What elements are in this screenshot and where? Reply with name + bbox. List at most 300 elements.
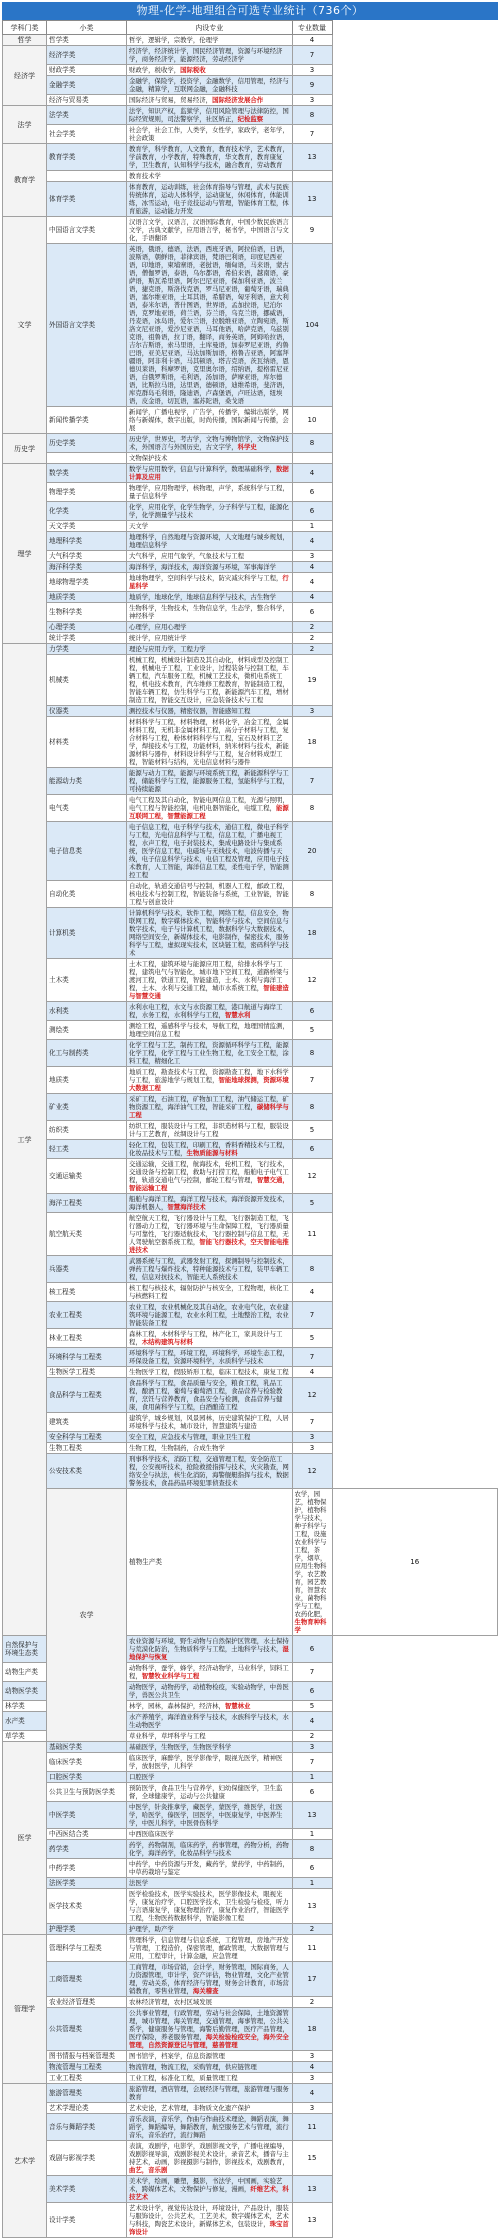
table-row — [3, 2062, 498, 2073]
subclass-cell: 林学类 — [3, 1701, 47, 1712]
majors-text: 食品科学与工程，食品质量与安全，粮食工程，乳品工程，酿酒工程，葡萄与葡萄酒工程，食品营养与检验教育，烹饪与营养教育，食品安全与检测，食品营养与健康，食用菌科学与工程，白酒酿造工程 — [129, 1379, 283, 1411]
majors-text: 测控技术与仪器，精密仪器，智能感知工程 — [129, 707, 251, 715]
count-cell: 13 — [292, 1802, 332, 1829]
majors-cell — [127, 1878, 293, 1889]
majors-text: 动物医学，动物药学，动植物检疫，实验动物学，中兽医学，兽医公共卫生 — [129, 1683, 289, 1699]
count-cell: 5 — [292, 1329, 332, 1348]
table-row — [3, 1140, 498, 1159]
subclass-cell: 中国语言文学类 — [47, 217, 127, 244]
majors-text: 基础医学，生物医学，生物医学科学 — [129, 1743, 232, 1751]
subclass-cell: 经济学类 — [47, 46, 127, 65]
majors-text: 刑事科学技术，消防工程，交通管理工程，安全防范工程，公安视听技术，抢险救援指挥与技术，火灾勘查，网络安全与执法，核生化消防，海警舰艇指挥与技术，数据警务技术，食品药品环境犯罪侦查技术 — [129, 1455, 289, 1487]
subclass-cell: 护理学类 — [47, 1924, 127, 1935]
majors-cell — [127, 1413, 293, 1432]
count-cell: 6 — [292, 1783, 332, 1802]
table-row — [3, 2051, 498, 2062]
count-cell: 4 — [292, 1712, 332, 1731]
table-row — [3, 908, 498, 959]
table-row — [3, 217, 498, 244]
majors-text: 武器系统与工程，武器发射工程，探测制导与控制技术，弹药工程与爆炸技术，特种能源技术与工程，装甲车辆工程，信息对抗技术，智能无人系统技术 — [129, 1257, 289, 1281]
table-row — [3, 1213, 498, 1256]
majors-text: 艺术史论，艺术管理，非物质文化遗产保护 — [129, 2104, 251, 2112]
majors-cell — [127, 1802, 293, 1829]
table-row — [3, 125, 498, 144]
majors-cell — [127, 1283, 293, 1302]
count-cell: 1 — [292, 521, 332, 532]
majors-cell — [127, 1924, 293, 1935]
count-cell: 13 — [292, 2203, 332, 2238]
subclass-cell: 法学类 — [47, 106, 127, 125]
count-cell: 3 — [292, 1443, 332, 1454]
count-cell: 6 — [292, 483, 332, 502]
majors-cell — [127, 1840, 293, 1859]
majors-text: 地质学，地球化学，地球信息科学与技术，古生物学 — [129, 593, 276, 601]
subclass-cell: 核工程类 — [47, 1283, 127, 1302]
count-cell: 2 — [292, 1924, 332, 1935]
new-major-highlight: 碳储科学与工程 — [129, 1103, 289, 1119]
majors-cell — [127, 1935, 293, 1962]
subclass-cell: 生物科学类 — [47, 603, 127, 622]
new-major-highlight: 珠宝首饰设计 — [129, 2220, 289, 2236]
majors-cell — [127, 125, 293, 144]
majors-cell — [127, 1094, 293, 1121]
subclass-cell: 中西医结合类 — [47, 1829, 127, 1840]
category-cell: 农学 — [47, 1489, 127, 1742]
subclass-cell: 航空航天类 — [47, 1213, 127, 1256]
subclass-cell: 植物生产类 — [127, 1489, 293, 1636]
category-cell: 工学 — [3, 644, 47, 1636]
majors-text: 测绘工程，遥感科学与技术，导航工程，地理国情监测，地理空间信息工程 — [129, 1022, 289, 1038]
majors-text: 理论与应用力学，工程力学 — [129, 645, 206, 653]
count-cell: 7 — [292, 1413, 332, 1432]
count-cell: 5 — [292, 1021, 332, 1040]
table-row — [3, 655, 498, 706]
table-row — [3, 2203, 498, 2238]
new-major-highlight: 生物育种科学 — [294, 1618, 327, 1634]
table-row — [3, 464, 498, 483]
count-cell: 7 — [292, 125, 332, 144]
majors-text: 农林经济管理，农村区域发展 — [129, 1998, 213, 2006]
majors-cell — [127, 1783, 293, 1802]
category-cell: 管理学 — [3, 1935, 47, 2084]
subclass-cell: 能源动力类 — [47, 768, 127, 795]
majors-text: 药学，药物制剂，临床药学，药事管理，药物分析，药物化学，海洋药学，化妆品科学与技术 — [129, 1841, 289, 1857]
new-major-highlight: 湿地保护与恢复 — [129, 1645, 289, 1661]
count-cell: 3 — [292, 95, 332, 106]
table-row — [3, 1329, 498, 1348]
count-cell: 18 — [292, 908, 332, 959]
header-majors: 内设专业 — [127, 21, 293, 35]
subclass-cell: 新闻传播学类 — [47, 407, 127, 434]
count-cell: 13 — [292, 2176, 332, 2203]
majors-cell — [127, 1067, 293, 1094]
subclass-cell: 中医学类 — [47, 1802, 127, 1829]
count-cell: 12 — [292, 1159, 332, 1194]
majors-text: 法医学 — [129, 1879, 149, 1887]
subclass-cell: 兵器类 — [47, 1256, 127, 1283]
subclass-cell: 计算机类 — [47, 908, 127, 959]
majors-text: 安全工程，应急技术与管理，职业卫生工程 — [129, 1433, 251, 1441]
subclass-cell: 旅游管理类 — [47, 2084, 127, 2103]
count-cell: 7 — [292, 1753, 332, 1772]
majors-text: 能源与动力工程，能源与环境系统工程，新能源科学与工程，储能科学与工程，能源服务工程，氢能科学与工程，可持续能源 — [129, 769, 289, 793]
subclass-cell: 水利类 — [47, 1002, 127, 1021]
new-major-highlight: 木结构建筑与材料 — [141, 1338, 193, 1346]
subclass-cell: 财政学类 — [47, 65, 127, 76]
table-row — [3, 1378, 498, 1413]
majors-text: 统计学，应用统计学 — [129, 634, 187, 642]
table-row — [3, 144, 498, 171]
count-cell: 10 — [292, 407, 332, 434]
table-row — [3, 1413, 498, 1432]
table-row — [3, 1159, 498, 1194]
majors-cell — [127, 1121, 293, 1140]
subclass-cell: 土木类 — [47, 959, 127, 1002]
majors-text: 国际经济与贸易，贸易经济， — [129, 96, 213, 104]
new-major-highlight: 智慧海洋技术 — [167, 1203, 206, 1211]
count-cell: 20 — [292, 822, 332, 881]
category-cell: 文学 — [3, 217, 47, 434]
table-row — [3, 1753, 498, 1772]
majors-text: 医学检验技术，医学实验技术，医学影像技术，眼视光学，康复治疗学，口腔医学技术，卫生检验与检疫，听力与言语康复学，康复物理治疗，康复作业治疗，智能医学工程，生物医药数据科学，智能影像工程 — [129, 1890, 289, 1922]
subclass-cell: 草学类 — [3, 1731, 47, 1742]
subclass-cell: 外国语言文学类 — [47, 244, 127, 407]
subclass-cell: 海洋工程类 — [47, 1194, 127, 1213]
majors-text: 化学工程与工艺，制药工程，资源循环科学与工程，能源化学工程，化学工程与工业生物工程，化工安全工程，涂料工程，精细化工 — [129, 1041, 289, 1065]
table-row — [3, 1067, 498, 1094]
header-row — [3, 21, 498, 35]
new-major-highlight: 纤维艺术，科技艺术 — [129, 2185, 289, 2201]
table-row — [3, 1742, 498, 1753]
new-major-highlight: 行星科学 — [129, 574, 289, 590]
count-cell: 4 — [292, 592, 332, 603]
majors-text: 农学，园艺，植物保护，植物科学与技术，种子科学与工程，设施农业科学与工程，茶学，烟草，应用生物科学，农艺教育，园艺教育，智慧农业，菌物科学与工程，农药化肥， — [294, 1490, 327, 1618]
subclass-cell: 安全科学与工程类 — [47, 1432, 127, 1443]
table-row — [3, 1094, 498, 1121]
majors-text: 化学，应用化学，化学生物学，分子科学与工程，能源化学，化学测量学与技术 — [129, 503, 289, 519]
majors-text: 教育技术学 — [129, 172, 161, 180]
subclass-cell: 社会学类 — [47, 125, 127, 144]
count-cell: 13 — [292, 144, 332, 171]
majors-cell — [127, 562, 293, 573]
count-cell: 7 — [292, 1663, 332, 1682]
table-row — [3, 717, 498, 768]
count-cell: 16 — [332, 1489, 498, 1636]
subclass-cell: 音乐与舞蹈学类 — [47, 2114, 127, 2141]
majors-text: 自动化，轨道交通信号与控制，机器人工程，邮政工程，核电技术与控制工程，智能装备与系统，工业智能，智能工程与创意设计 — [129, 882, 289, 906]
table-row — [3, 106, 498, 125]
count-cell — [292, 453, 332, 464]
majors-text: 材料科学与工程，材料物理，材料化学，冶金工程，金属材料工程，无机非金属材料工程，高分子材料与工程，复合材料与工程，粉体材料科学与工程，宝石及材料工艺学，焊接技术与工程，功能材料，纳米材料与技术，新能源材料与器件，材料设计科学与工程，复合材料成型工程，智能材料与结构，光电信息材料与器件 — [129, 718, 289, 766]
new-major-highlight: 智慧牧业科学与工程 — [141, 1672, 200, 1680]
count-cell: 4 — [292, 562, 332, 573]
count-cell: 8 — [292, 1040, 332, 1067]
count-cell: 2 — [292, 633, 332, 644]
table-row — [3, 1002, 498, 1021]
subclass-cell: 数学类 — [47, 464, 127, 483]
new-major-highlight: 国际税收 — [180, 66, 206, 74]
subclass-cell: 管理科学与工程类 — [47, 1935, 127, 1962]
count-cell: 7 — [292, 1067, 332, 1094]
table-row — [3, 2084, 498, 2103]
majors-cell — [127, 1302, 293, 1329]
table-row — [3, 1829, 498, 1840]
majors-cell — [127, 244, 293, 407]
majors-cell — [127, 1378, 293, 1413]
majors-cell — [127, 1859, 293, 1878]
new-major-highlight: 纪检监察 — [237, 115, 264, 123]
majors-text: 音乐表演，音乐学，作曲与作曲技术理论，舞蹈表演，舞蹈学，舞蹈编导，舞蹈教育，航空服务艺术与管理，流行音乐，音乐治疗，流行舞蹈 — [129, 2115, 289, 2139]
table-row — [3, 1962, 498, 1997]
majors-cell — [127, 2203, 293, 2238]
majors-cell — [127, 768, 293, 795]
table-row — [3, 2141, 498, 2176]
new-major-highlight: 海关稽查 — [192, 1987, 219, 1995]
count-cell: 11 — [292, 1213, 332, 1256]
majors-cell — [127, 2103, 293, 2114]
majors-text: 心理学，应用心理学 — [129, 623, 187, 631]
count-cell: 9 — [292, 76, 332, 95]
table-row — [3, 1432, 498, 1443]
majors-cell — [127, 532, 293, 551]
category-cell: 医学 — [3, 1742, 47, 1935]
majors-text: 公共事业管理，行政管理，劳动与社会保障，土地资源管理，城市管理，海关管理，交通管理，海事管理，公共关系学，健康服务与管理，海警后勤管理，医疗产品管理，医疗保险，养老服务管理， — [129, 2009, 289, 2041]
subclass-cell: 戏剧与影视学类 — [47, 2141, 127, 2176]
majors-text: 预防医学，食品卫生与营养学，妇幼保健医学，卫生监督，全球健康学，运动与公共健康 — [129, 1784, 283, 1800]
majors-cell — [127, 1829, 293, 1840]
subclass-cell: 物流管理与工程类 — [47, 2062, 127, 2073]
count-cell: 3 — [292, 551, 332, 562]
count-cell: 12 — [292, 1454, 332, 1489]
majors-text: 工商管理，市场营销，会计学，财务管理，国际商务，人力资源管理，审计学，资产评估，物业管理，文化产业管理，劳动关系，体育经济与管理，财务会计教育，市场营销教育，零售业管理， — [129, 1963, 289, 1995]
majors-text: 电气工程及其自动化，智能电网信息工程，光源与照明，电气工程与智能控制，电机电器智能化，电缆工程， — [129, 796, 289, 812]
majors-text: 轻化工程，包装工程，印刷工程，香料香精技术与工程，化妆品技术与工程， — [129, 1141, 289, 1157]
majors-text: 财政学，税收学， — [129, 66, 181, 74]
table-row — [3, 2114, 498, 2141]
new-major-highlight: 智能地球探测，资源环境大数据工程 — [129, 1076, 289, 1092]
majors-cell — [127, 1772, 293, 1783]
table-row — [3, 35, 498, 46]
majors-cell — [127, 2062, 293, 2073]
subclass-cell: 基础医学类 — [47, 1742, 127, 1753]
subclass-cell: 农业经济管理类 — [47, 1997, 127, 2008]
majors-text: 表演，戏剧学，电影学，戏剧影视文学，广播电视编导，戏剧影视导演，戏剧影视美术设计，录音艺术，播音与主持艺术，动画，影视摄影与制作，影视技术，戏剧教育， — [129, 2142, 289, 2166]
subclass-cell: 生物医学工程类 — [47, 1367, 127, 1378]
table-row — [3, 171, 498, 182]
majors-cell — [127, 603, 293, 622]
subclass-cell: 仪器类 — [47, 706, 127, 717]
table-row — [3, 603, 498, 622]
majors-text: 草业科学，草坪科学与工程 — [129, 1732, 206, 1740]
table-row — [3, 1256, 498, 1283]
subclass-cell: 化工与制药类 — [47, 1040, 127, 1067]
table-row — [3, 562, 498, 573]
new-major-highlight: 智慧交通，智能运输工程 — [129, 1176, 289, 1192]
majors-text: 计算机科学与技术，软件工程，网络工程，信息安全，物联网工程，数字媒体技术，智能科学与技术，空间信息与数字技术，电子与计算机工程，数据科学与大数据技术，网络空间安全，新媒体技术，电影制作，保密技术，服务科学与工程，虚拟现实技术，区块链工程，密码科学与技术 — [129, 909, 289, 957]
table-row — [3, 483, 498, 502]
table-row — [3, 1997, 498, 2008]
majors-text: 中西医临床医学 — [129, 1830, 174, 1838]
count-cell: 8 — [292, 1256, 332, 1283]
majors-cell — [292, 1489, 332, 1636]
subclass-cell: 矿业类 — [47, 1094, 127, 1121]
majors-cell — [127, 1329, 293, 1348]
table-row — [3, 1840, 498, 1859]
majors-cell — [127, 76, 293, 95]
table-row — [3, 1489, 498, 1636]
table-row — [3, 822, 498, 881]
subclass-cell: 地理科学类 — [47, 532, 127, 551]
table-row — [3, 76, 498, 95]
subclass-cell: 美术学类 — [47, 2176, 127, 2203]
count-cell: 4 — [292, 532, 332, 551]
subclass-cell: 图书情报与档案管理类 — [47, 2051, 127, 2062]
table-row — [3, 453, 498, 464]
subclass-cell: 公安技术类 — [47, 1454, 127, 1489]
subclass-cell: 金融学类 — [47, 76, 127, 95]
table-row — [3, 1889, 498, 1924]
count-cell: 18 — [292, 717, 332, 768]
count-cell: 3 — [292, 1742, 332, 1753]
category-cell: 哲学 — [3, 35, 47, 46]
subclass-cell: 体育学类 — [47, 182, 127, 217]
count-cell: 6 — [292, 1682, 332, 1701]
table-row — [3, 959, 498, 1002]
subclass-cell: 物理学类 — [47, 483, 127, 502]
majors-text: 生物工程，生物制药，合成生物学 — [129, 1444, 225, 1452]
table-row — [3, 95, 498, 106]
count-cell: 12 — [292, 959, 332, 1002]
majors-text: 体育教育，运动训练，社会体育指导与管理，武术与民族传统体育，运动人体科学，运动康复，休闲体育，体能训练，冰雪运动，电子竞技运动与管理，智能体育工程，体育旅游，运动能力开发 — [129, 183, 289, 215]
stats-sheet — [2, 2, 498, 2238]
table-row — [3, 244, 498, 407]
majors-text: 社会学，社会工作，人类学，女性学，家政学，老年学，社会政策 — [129, 126, 289, 142]
majors-cell — [127, 2114, 293, 2141]
majors-cell — [127, 908, 293, 959]
subclass-cell: 交通运输类 — [47, 1159, 127, 1194]
majors-cell — [127, 407, 293, 434]
count-cell: 7 — [292, 46, 332, 65]
table-row — [3, 592, 498, 603]
subclass-cell: 轻工类 — [47, 1140, 127, 1159]
count-cell: 4 — [292, 2084, 332, 2103]
subclass-cell: 食品科学与工程类 — [47, 1378, 127, 1413]
count-cell: 8 — [292, 881, 332, 908]
count-cell: 6 — [292, 1002, 332, 1021]
subclass-cell: 工商管理类 — [47, 1962, 127, 1997]
count-cell: 17 — [292, 1962, 332, 1997]
count-cell: 7 — [292, 1302, 332, 1329]
subclass-cell: 地球物理学类 — [47, 573, 127, 592]
majors-cell — [127, 822, 293, 881]
count-cell: 3 — [292, 2103, 332, 2114]
majors-text: 物理学，应用物理学，核物理，声学，系统科学与工程，量子信息科学 — [129, 484, 289, 500]
majors-cell — [127, 434, 293, 453]
subclass-cell: 化学类 — [47, 502, 127, 521]
table-row — [3, 1935, 498, 1962]
majors-text: 机械工程，机械设计制造及其自动化，材料成型及控制工程，机械电子工程，工业设计，过程装备与控制工程，车辆工程，汽车服务工程，机械工艺技术，微机电系统工程，机电技术教育，汽车维修工程教育，智能制造工程，智能车辆工程，仿生科学与工程，新能源汽车工程，增材制造工程，智能交互设计，应急装备技术与工程 — [129, 656, 289, 704]
majors-text: 旅游管理，酒店管理，会展经济与管理，旅游管理与服务教育 — [129, 2085, 289, 2101]
majors-cell — [127, 144, 293, 171]
table-row — [3, 795, 498, 822]
table-row — [3, 1454, 498, 1489]
majors-cell — [127, 1367, 293, 1378]
majors-text: 艺术设计学，视觉传达设计，环境设计，产品设计，服装与服饰设计，公共艺术，工艺美术，数字媒体艺术，艺术与科技，陶瓷艺术设计，新媒体艺术，包装设计， — [129, 2204, 289, 2228]
table-row — [3, 1194, 498, 1213]
majors-text: 哲学，逻辑学，宗教学，伦理学 — [129, 36, 219, 44]
count-cell: 5 — [292, 1121, 332, 1140]
majors-text: 环境科学与工程，环境工程，环境科学，环境生态工程，环保设备工程，资源环境科学，水质科学与技术 — [129, 1349, 289, 1365]
table-row — [3, 1878, 498, 1889]
majors-cell — [127, 622, 293, 633]
subclass-cell: 动物医学类 — [3, 1682, 47, 1701]
table-row — [3, 1021, 498, 1040]
table-row — [3, 434, 498, 453]
subclass-cell: 林业工程类 — [47, 1329, 127, 1348]
new-major-highlight: 国际经济发展合作 — [212, 96, 264, 104]
majors-text: 电子信息工程，电子科学与技术，通信工程，微电子科学与工程，光电信息科学与工程，信息工程，广播电视工程，水声工程，电子封装技术，集成电路设计与集成系统，医学信息工程，电磁场与无线技术，电波传播与天线，电子信息科学与技术，电信工程及管理，应用电子技术教育，人工智能，海洋信息工程，柔性电子学，智能测控工程 — [129, 823, 289, 879]
new-major-highlight: 智能飞行器技术，空天智能电推进技术 — [129, 1238, 289, 1254]
count-cell: 11 — [292, 2114, 332, 2141]
table-row — [3, 622, 498, 633]
subclass-cell: 环境科学与工程类 — [47, 1348, 127, 1367]
subclass-cell: 电气类 — [47, 795, 127, 822]
majors-text: 土木工程，建筑环境与能源应用工程，给排水科学与工程，建筑电气与智能化，城市地下空间工程，道路桥梁与渡河工程，铁道工程，智能建造，土木、水利与海洋工程，土木、水利与交通工程，城市水系统工程， — [129, 960, 289, 992]
majors-cell — [127, 182, 293, 217]
table-row — [3, 551, 498, 562]
count-cell: 6 — [292, 603, 332, 622]
majors-text: 农业工程，农业机械化及其自动化，农业电气化，农业建筑环境与能源工程，农业水利工程，土地整治工程，农业智能装备工程 — [129, 1303, 289, 1327]
table-row — [3, 46, 498, 65]
count-cell: 1 — [292, 1878, 332, 1889]
majors-text: 图书馆学，档案学，信息资源管理 — [129, 2052, 225, 2060]
majors-text: 生物科学，生物技术，生物信息学，生态学，整合科学，神经科学 — [129, 604, 289, 620]
majors-cell — [127, 65, 293, 76]
majors-text: 动物科学，蚕学，蜂学，经济动物学，马业科学，饲料工程， — [129, 1664, 289, 1680]
majors-cell — [127, 2141, 293, 2176]
count-cell: 4 — [292, 35, 332, 46]
majors-cell — [127, 1962, 293, 1997]
category-cell: 教育学 — [3, 144, 47, 217]
majors-cell — [127, 655, 293, 706]
table-row — [3, 521, 498, 532]
majors-cell — [127, 551, 293, 562]
count-cell: 4 — [292, 1283, 332, 1302]
table-row — [3, 1040, 498, 1067]
majors-text: 中医学，针灸推拿学，藏医学，蒙医学，维医学，壮医学，哈医学，傣医学，回医学，中医康复学，中医养生学，中医儿科学，中医骨伤科学 — [129, 1803, 283, 1827]
header-category: 学科门类 — [3, 21, 47, 35]
subclass-cell: 材料类 — [47, 717, 127, 768]
majors-cell — [127, 464, 293, 483]
majors-text: 海洋科学，海洋技术，海洋资源与环境，军事海洋学 — [129, 563, 276, 571]
majors-text: 教育学，科学教育，人文教育，教育技术学，艺术教育，学前教育，小学教育，特殊教育，华文教育，教育康复学，卫生教育，认知科学与技术，融合教育，劳动教育 — [129, 145, 289, 169]
majors-text: 纺织工程，服装设计与工程，非织造材料与工程，服装设计与工艺教育，丝绸设计与工程 — [129, 1122, 289, 1138]
majors-text: 口腔医学 — [129, 1773, 155, 1781]
table-row — [3, 502, 498, 521]
header-count: 专业数量 — [292, 21, 332, 35]
majors-cell — [127, 1712, 293, 1731]
new-major-highlight: 智能建造与智慧交通 — [129, 984, 289, 1000]
majors-cell — [127, 2176, 293, 2203]
count-cell: 2 — [292, 644, 332, 655]
subclass-cell: 药学类 — [47, 1840, 127, 1859]
table-row — [3, 881, 498, 908]
subclass-cell: 水产类 — [3, 1712, 47, 1731]
majors-text: 船舶与海洋工程，海洋工程与技术，海洋资源开发技术，海洋机器人， — [129, 1195, 289, 1211]
count-cell: 19 — [292, 655, 332, 706]
majors-cell — [127, 1454, 293, 1489]
new-major-highlight: 海关检验检疫安全，海外安全管理，自然资源登记与管理，慈善管理 — [129, 2033, 289, 2049]
